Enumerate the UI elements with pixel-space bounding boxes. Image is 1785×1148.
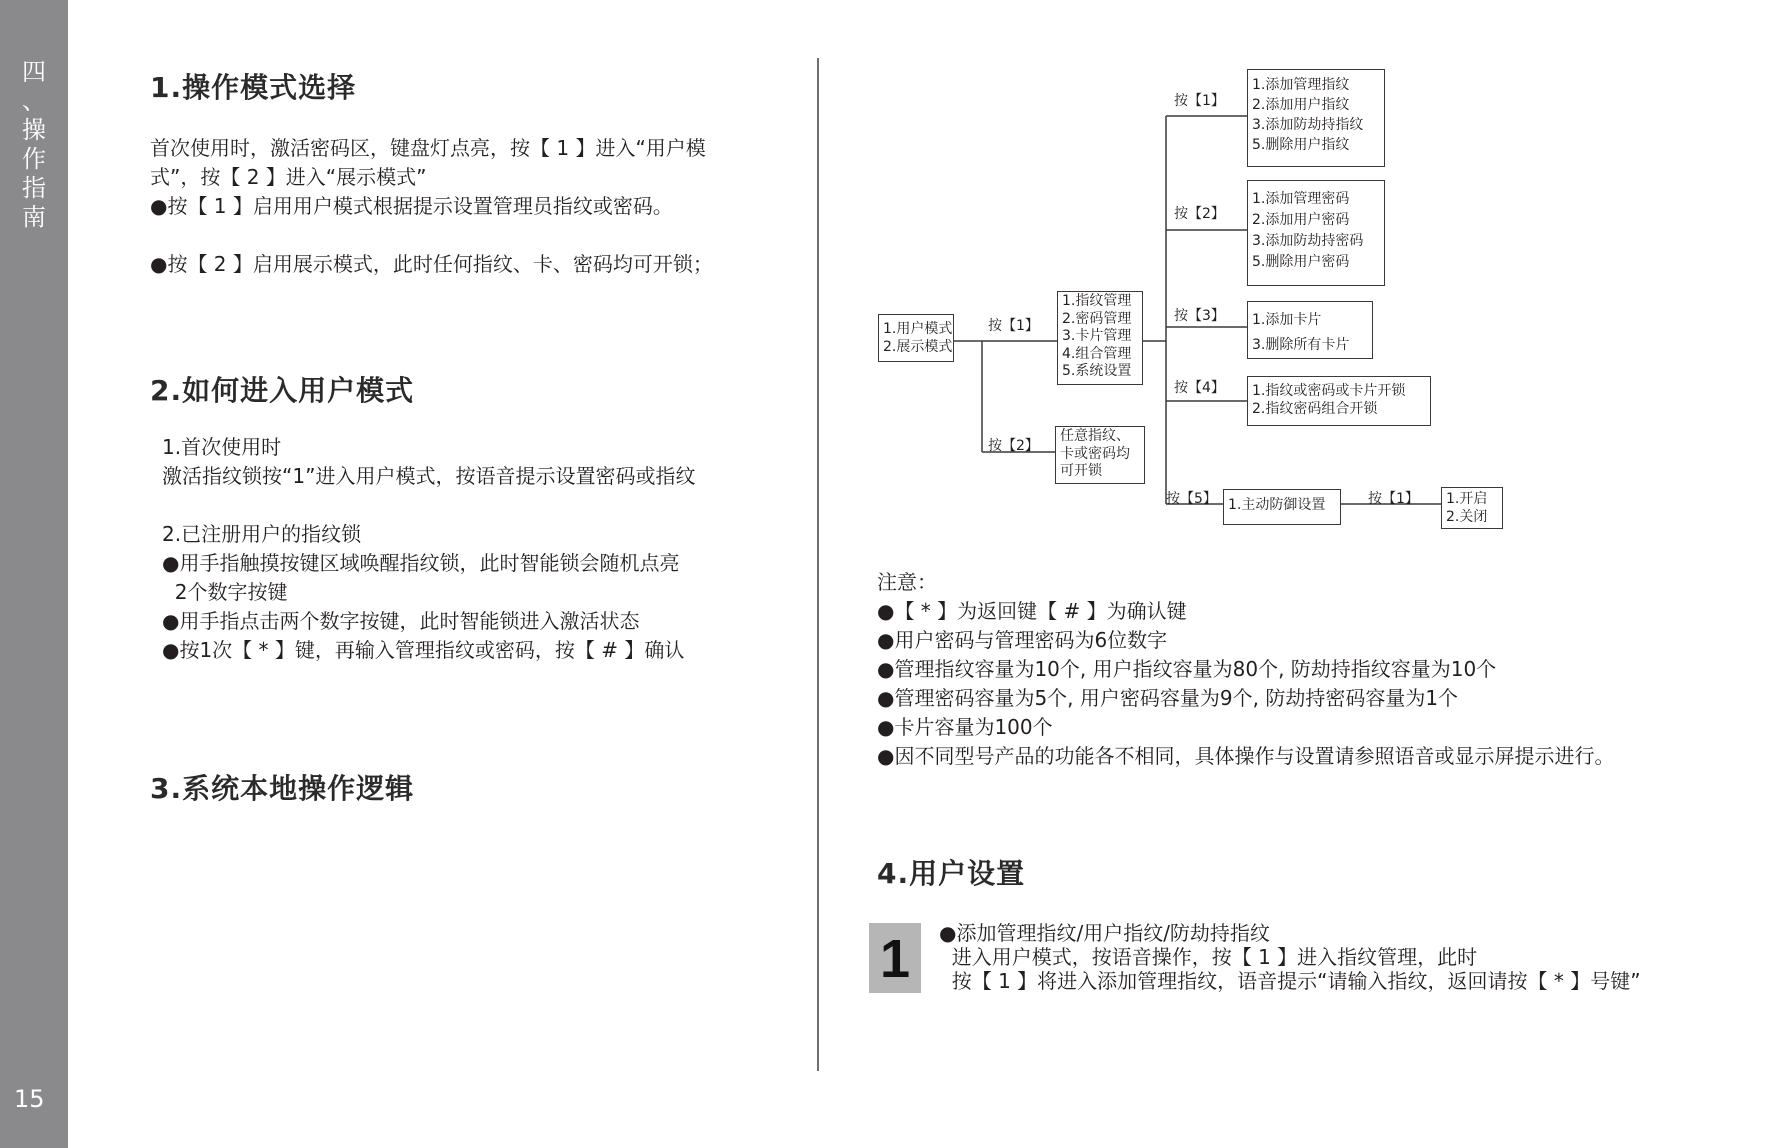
section4-body: [939, 921, 1641, 993]
text-line: 激活指纹锁按“1”进入用户模式，按语音提示设置密码或指纹: [162, 464, 696, 488]
chapter-char: 操: [22, 116, 46, 144]
box-line: 2.展示模式: [883, 338, 953, 355]
box-line: 1.添加卡片: [1252, 312, 1322, 328]
bullet-item: ●用手指触摸按键区域唤醒指纹锁，此时智能锁会随机点亮: [162, 551, 680, 575]
text-line: 按【 1 】将进入添加管理指纹，语音提示“请输入指纹，返回请按【 * 】号键”: [939, 969, 1641, 993]
bullet-item: ●用手指点击两个数字按键，此时智能锁进入激活状态: [162, 609, 640, 633]
chapter-char: 指: [22, 174, 46, 202]
note-item: ●用户密码与管理密码为6位数字: [877, 628, 1168, 652]
box-line: 4.组合管理: [1062, 345, 1132, 362]
notes-title: 注意：: [877, 570, 937, 594]
chapter-char: 、: [22, 87, 46, 115]
box-line: 3.添加防劫持密码: [1252, 233, 1364, 249]
bullet-item: ●添加管理指纹/用户指纹/防劫持指纹: [939, 921, 1270, 945]
bullet-item: ●按1次【 * 】键，再输入管理指纹或密码，按【 # 】确认: [162, 638, 685, 662]
defense-onoff-box: [1441, 487, 1503, 529]
chapter-title: [16, 58, 52, 232]
box-line: 2.添加用户密码: [1252, 212, 1350, 228]
page-divider: [817, 58, 819, 1071]
box-line: 5.删除用户密码: [1252, 254, 1350, 270]
step-number-badge: 1: [869, 923, 921, 993]
note-item: ●管理指纹容量为10个, 用户指纹容量为80个, 防劫持指纹容量为10个: [877, 657, 1497, 681]
chapter-char: 作: [22, 145, 46, 173]
text-line: 首次使用时，激活密码区，键盘灯点亮，按【 1 】进入“用户模: [150, 136, 706, 160]
notes: [877, 568, 1614, 771]
box-line: 3.添加防劫持指纹: [1252, 117, 1364, 133]
bullet-item: ●按【 2 】启用展示模式，此时任何指纹、卡、密码均可开锁；: [150, 252, 713, 276]
box-line: 3.删除所有卡片: [1252, 337, 1350, 353]
section1-heading: 1.操作模式选择: [150, 71, 357, 104]
note-item: ●管理密码容量为5个, 用户密码容量为9个, 防劫持密码容量为1个: [877, 686, 1459, 710]
press-label: 按【5】: [1166, 491, 1217, 507]
active-defense-box: [1223, 489, 1341, 525]
box-line: 2.密码管理: [1062, 310, 1132, 327]
press-label: 按【2】: [988, 438, 1039, 454]
chapter-char: 四: [22, 58, 46, 86]
press-label: 按【1】: [1174, 93, 1225, 109]
press-label: 按【3】: [1174, 308, 1225, 324]
box-line: 3.卡片管理: [1062, 328, 1132, 344]
box-line: 卡或密码均: [1060, 445, 1130, 462]
box-line: 可开锁: [1060, 463, 1102, 479]
text-line: 式”，按【 2 】进入“展示模式”: [150, 165, 427, 189]
section3-heading: 3.系统本地操作逻辑: [150, 772, 415, 805]
press-label: 按【1】: [1368, 491, 1419, 507]
text-line: 2.已注册用户的指纹锁: [162, 522, 362, 546]
page-number: 15: [14, 1085, 45, 1113]
bullet-item: ●按【 1 】启用用户模式根据提示设置管理员指纹或密码。: [150, 194, 673, 218]
card-management-box: [1247, 301, 1373, 359]
bullet-item: 2个数字按键: [162, 580, 288, 604]
press-label: 按【4】: [1174, 380, 1225, 396]
section2-heading: 2.如何进入用户模式: [150, 374, 415, 407]
box-line: 2.添加用户指纹: [1252, 97, 1350, 113]
sidebar: [0, 0, 68, 1148]
box-line: 2.关闭: [1446, 508, 1488, 525]
press-label: 按【1】: [988, 318, 1039, 334]
note-item: ●【 * 】为返回键【 # 】为确认键: [877, 599, 1187, 623]
note-item: ●因不同型号产品的功能各不相同，具体操作与设置请参照语音或显示屏提示进行。: [877, 744, 1615, 768]
section1-body: [150, 134, 713, 279]
box-line: 5.系统设置: [1062, 363, 1132, 379]
text-line: 1.首次使用时: [162, 435, 282, 459]
fingerprint-management-box: [1247, 69, 1385, 167]
box-line: 1.指纹管理: [1062, 293, 1132, 309]
box-line: 2.指纹密码组合开锁: [1252, 400, 1378, 417]
press-label: 按【2】: [1174, 206, 1225, 222]
box-line: 1.添加管理密码: [1252, 191, 1350, 207]
password-management-box: [1247, 180, 1385, 286]
operation-flow-diagram: [866, 62, 1766, 542]
text-line: 进入用户模式，按语音操作，按【 1 】进入指纹管理，此时: [939, 945, 1478, 969]
mode-select-box: [878, 314, 954, 362]
box-line: 1.指纹或密码或卡片开锁: [1252, 383, 1406, 399]
box-line: 1.开启: [1446, 491, 1488, 507]
note-item: ●卡片容量为100个: [877, 715, 1053, 739]
combo-management-box: [1247, 376, 1431, 426]
box-line: 1.添加管理指纹: [1252, 77, 1350, 93]
box-line: 5.删除用户指纹: [1252, 137, 1350, 153]
section4-heading: 4.用户设置: [877, 857, 1026, 890]
chapter-char: 南: [22, 203, 46, 231]
box-line: 1.主动防御设置: [1228, 497, 1326, 513]
section2-body: [162, 433, 695, 665]
display-mode-box: [1055, 426, 1145, 484]
box-line: 任意指纹、: [1060, 428, 1130, 444]
box-line: 1.用户模式: [883, 321, 953, 337]
user-mode-menu-box: [1057, 291, 1143, 385]
